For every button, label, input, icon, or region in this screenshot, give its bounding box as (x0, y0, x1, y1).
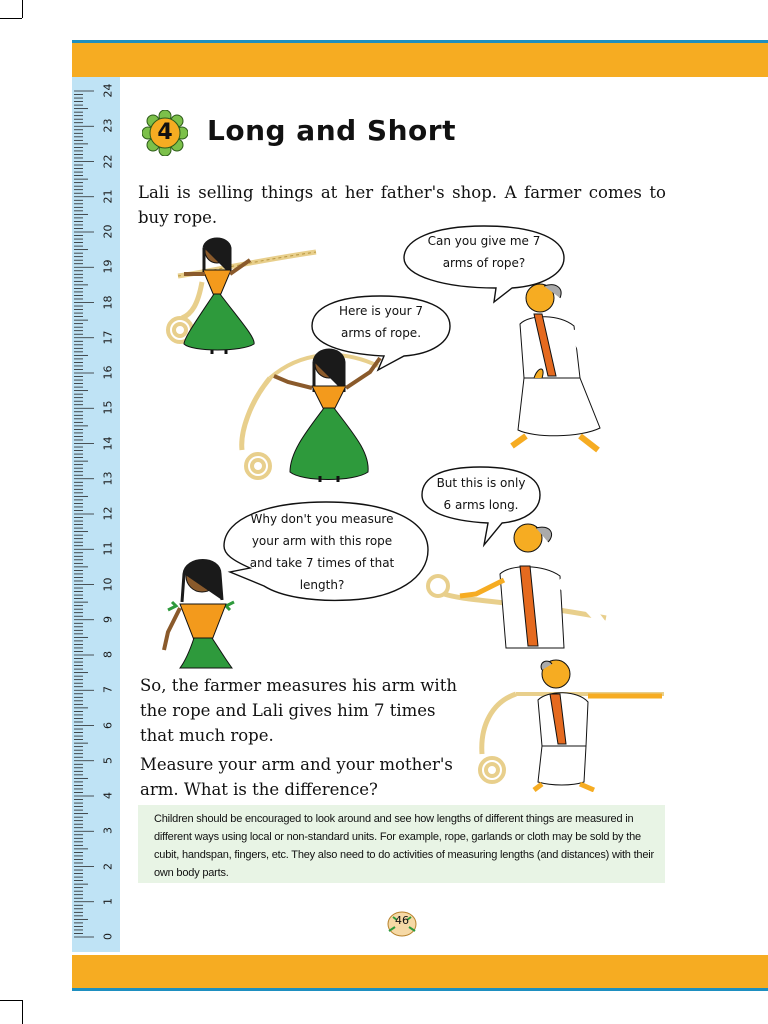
crop-mark (22, 1000, 23, 1024)
ruler-label: 22 (101, 154, 115, 168)
ruler-label: 12 (101, 506, 115, 521)
ruler-label: 2 (101, 862, 115, 870)
teacher-note-box (138, 805, 665, 883)
bubble-line: your arm with this rope (251, 534, 393, 548)
ruler-label: 16 (101, 365, 115, 380)
chapter-number: 4 (157, 120, 173, 145)
teacher-note-text: Children should be encouraged to look around and see how lengths of different things are measured in different ways using local or non-standard units. For example, rope, garlands or cloth may be sold by the cubit, handspan, fingers, etc. They also need to do activities of measuring lengths (and distances) with their own body parts. (154, 813, 654, 879)
bubble-line: But this is only (436, 476, 526, 490)
crop-mark (0, 1000, 22, 1001)
top-banner (72, 40, 768, 77)
ruler-label: 9 (101, 615, 115, 623)
ruler-label: 24 (101, 83, 115, 98)
ruler-label: 5 (101, 756, 115, 764)
speech-bubble-lali-suggest (220, 498, 432, 610)
ruler-label: 19 (101, 259, 115, 274)
chapter-title: Long and Short (207, 114, 456, 147)
ruler-label: 13 (101, 471, 115, 486)
ruler-label: 7 (101, 686, 115, 694)
ruler-label: 8 (101, 651, 115, 658)
bubble-line: 6 arms long. (443, 498, 519, 512)
page-number: 46 (395, 914, 409, 927)
ruler-label: 1 (101, 897, 115, 905)
ruler-label: 10 (101, 577, 115, 591)
ruler-label: 17 (101, 330, 115, 345)
crop-mark (0, 18, 22, 19)
ruler-label: 6 (101, 721, 115, 729)
ruler-label: 3 (101, 827, 115, 835)
bubble-line: arms of rope? (442, 256, 526, 270)
lali-thinking-illustration (160, 552, 240, 670)
farmer-measuring-rope-illustration (420, 518, 610, 650)
lali-with-rope-illustration (158, 234, 320, 356)
farmer-arm-stretched-illustration (472, 656, 666, 792)
intro-paragraph: Lali is selling things at her father's shop. A farmer comes to buy rope. (138, 183, 666, 227)
question-paragraph: Measure your arm and your mother's arm. What is the difference? (140, 755, 453, 799)
ruler-label: 15 (101, 400, 115, 415)
bubble-line: Why don't you measure (250, 512, 394, 526)
bubble-line: length? (299, 578, 345, 592)
ruler-label: 11 (101, 541, 115, 556)
ruler-label: 0 (101, 933, 115, 940)
ruler-label: 23 (101, 118, 115, 133)
bubble-line: arms of rope. (340, 326, 422, 340)
bubble-line: and take 7 times of that (249, 556, 395, 570)
measure-paragraph: So, the farmer measures his arm with the rope and Lali gives him 7 times that much rope. (140, 676, 457, 745)
ruler (72, 77, 120, 952)
lali-stretching-rope-illustration (230, 342, 390, 482)
bubble-line: Can you give me 7 (427, 234, 541, 248)
bubble-line: Here is your 7 (338, 304, 424, 318)
ruler-label: 4 (101, 792, 115, 799)
crop-mark (22, 0, 23, 18)
ruler-label: 14 (101, 436, 115, 450)
ruler-label: 21 (101, 189, 115, 204)
farmer-standing-illustration (500, 280, 616, 460)
ruler-label: 18 (101, 295, 115, 309)
ruler-label: 20 (101, 224, 115, 239)
bottom-banner (72, 955, 768, 991)
